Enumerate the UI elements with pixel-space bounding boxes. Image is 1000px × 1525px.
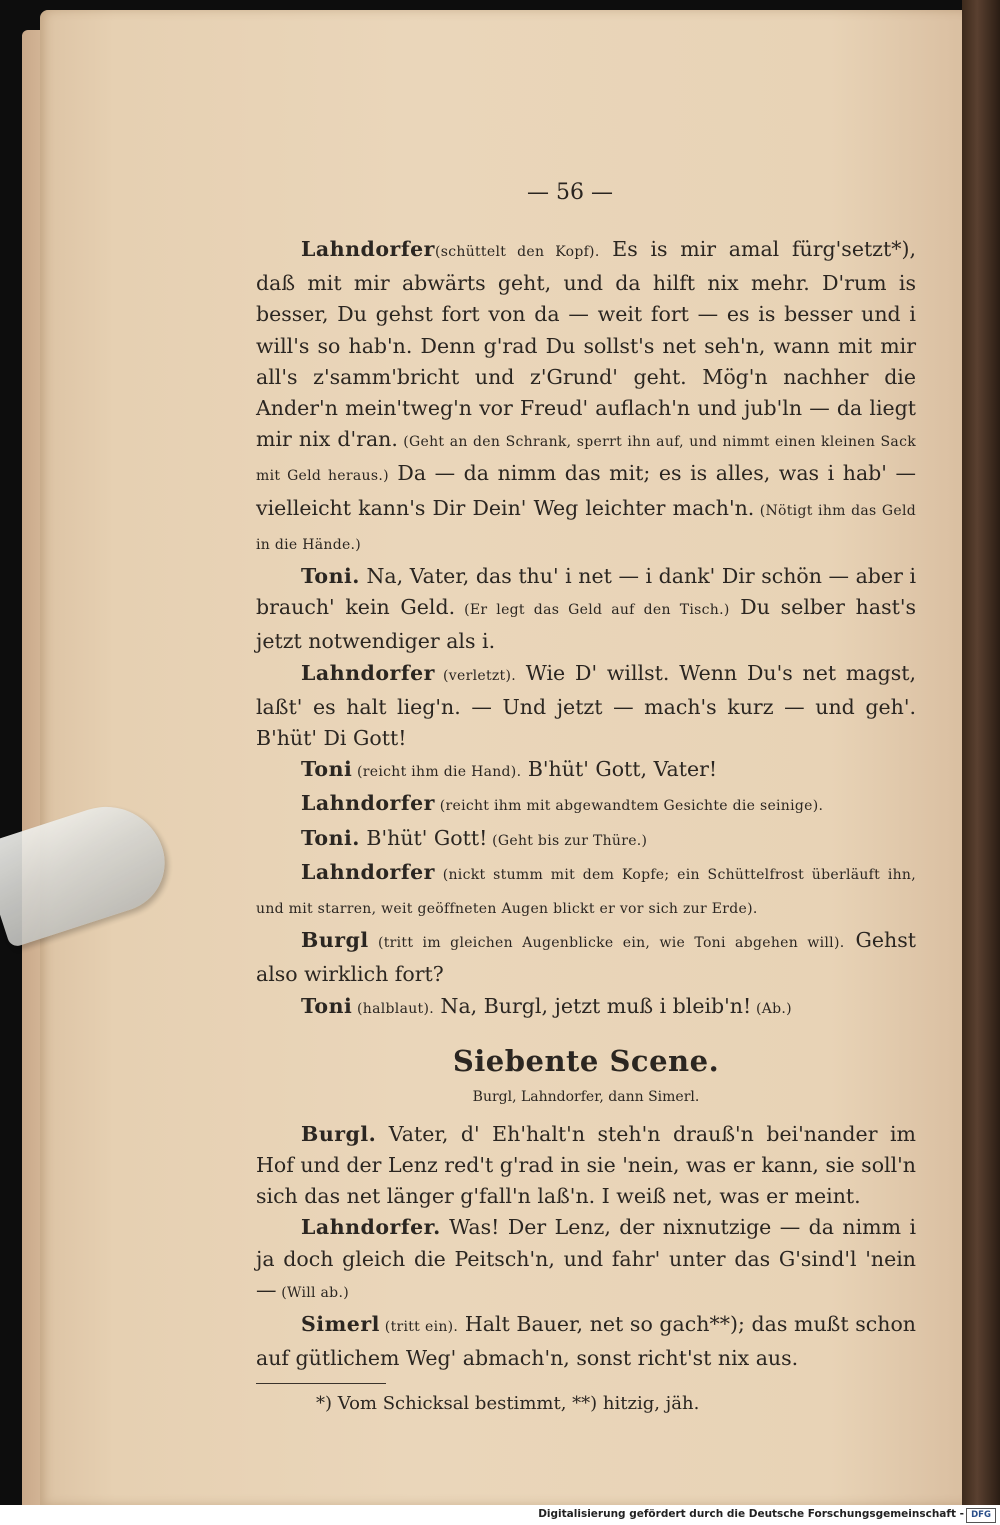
dialogue-text: Vater, d' Eh'halt'n steh'n drauß'n bei'nander im Hof und der Lenz red't g'rad in sie 'nein, was er kann, sie soll'n sich das net länger g'fall'n laß'n. I weiß net, was er meint. — [256, 1121, 916, 1209]
book-spine-edge — [962, 0, 1000, 1505]
speaker-name: Lahndorfer — [301, 237, 435, 261]
dfg-logo: DFG — [966, 1508, 996, 1523]
stage-direction: (schüttelt den Kopf). — [434, 244, 600, 260]
stage-direction: (Nötigt ihm das Geld in die Hände.) — [256, 502, 916, 553]
page-text — [256, 234, 916, 1418]
funding-credit: Digitalisierung gefördert durch die Deutsche Forschungsgemeinschaft - — [538, 1508, 964, 1520]
dialogue-paragraph — [256, 857, 916, 925]
stage-direction: (halblaut). — [352, 1000, 434, 1017]
footnote-divider — [256, 1383, 386, 1384]
speaker-name: Toni. — [301, 825, 360, 850]
stage-direction: (Geht an den Schrank, sperrt ihn auf, und nimmt einen kleinen Sack mit Geld heraus.) — [256, 434, 916, 485]
stage-direction: (Er legt das Geld auf den Tisch.) — [455, 602, 730, 619]
dialogue-paragraph — [256, 658, 916, 755]
dialogue-text: Na, Vater, das thu' i net — i dank' Dir schön — aber i brauch' kein Geld. — [256, 564, 916, 620]
dialogue-text: B'hüt' Gott! — [359, 825, 488, 850]
dialogue-text: B'hüt' Gott, Vater! — [521, 757, 718, 782]
speaker-name: Toni. — [301, 564, 360, 589]
dialogue-text: Da — da nimm das mit; es is alles, was i hab' — vielleicht kann's Dir Dein' Weg leichter mach'n. — [256, 461, 916, 520]
dialogue-text: Du selber hast's jetzt notwendiger als i. — [256, 595, 916, 654]
page-number: — 56 — — [527, 180, 613, 205]
dialogue-paragraph — [256, 1309, 916, 1374]
dialogue-paragraph — [256, 1212, 916, 1309]
dialogue-text: Halt Bauer, net so gach**); das mußt schon auf gütlichem Weg' abmach'n, sonst richt'st nix aus. — [256, 1312, 916, 1371]
stage-direction: (Will ab.) — [276, 1284, 349, 1301]
scene-heading: Siebente Scene. — [452, 1043, 720, 1078]
stage-direction: (Ab.) — [751, 1000, 792, 1017]
speaker-name: Lahndorfer — [301, 859, 435, 884]
dialogue-text: Was! Der Lenz, der nixnutzige — da nimm i ja doch gleich die Peitsch'n, und fahr' unter das G'sind'l 'nein — — [256, 1215, 916, 1302]
dialogue-text: Es is mir amal fürg'setzt*), daß mit mir abwärts geht, und da hilft nix mehr. D'rum is besser, Du gehst fort von da — weit fort — es is besser und i will's so hab'n. Denn g'rad Du sollst's net seh'n, wann mit mir all's z'samm'bricht und z'Grund' geht. Mög'n nachher die Ander'n mein'tweg'n vor Freud' auflach'n und jub'ln — da liegt mir nix d'ran. — [256, 237, 916, 452]
speaker-name: Burgl — [301, 928, 369, 953]
stage-direction: (Geht bis zur Thüre.) — [487, 832, 648, 849]
dialogue-paragraph — [256, 561, 916, 658]
scene-cast-list: Burgl, Lahndorfer, dann Simerl. — [472, 1088, 700, 1105]
speaker-name: Lahndorfer — [301, 660, 435, 685]
dialogue-paragraph — [256, 234, 916, 561]
stage-direction: (reicht ihm die Hand). — [352, 764, 522, 781]
dialogue-text: Wie D' willst. Wenn Du's net magst, laßt' es halt lieg'n. — Und jetzt — mach's kurz — und geh'. B'hüt' Di Gott! — [256, 660, 916, 751]
dialogue-paragraph — [256, 991, 916, 1025]
dialogue-paragraph — [256, 788, 916, 822]
stage-direction: (verletzt). — [434, 667, 516, 684]
speaker-name: Toni — [301, 993, 353, 1018]
dialogue-paragraph — [256, 925, 916, 990]
dialogue-paragraph — [256, 1119, 916, 1213]
speaker-name: Toni — [301, 757, 353, 782]
speaker-name: Burgl. — [301, 1121, 377, 1146]
stage-direction: (nickt stumm mit dem Kopfe; ein Schüttelfrost überläuft ihn, und mit starren, weit geöffneten Augen blickt er vor sich zur Erde). — [256, 866, 916, 918]
dialogue-text: Na, Burgl, jetzt muß i bleib'n! — [433, 993, 752, 1018]
dialogue-text: Gehst also wirklich fort? — [256, 928, 916, 987]
speaker-name: Lahndorfer — [301, 791, 435, 816]
speaker-name: Simerl — [301, 1312, 380, 1337]
stage-direction: (tritt ein). — [379, 1319, 459, 1336]
dialogue-paragraph — [256, 754, 916, 788]
stage-direction: (tritt im gleichen Augenblicke ein, wie Toni abgehen will). — [368, 935, 845, 952]
dialogue-paragraph — [256, 823, 916, 857]
speaker-name: Lahndorfer. — [301, 1215, 441, 1240]
footnote: *) Vom Schicksal bestimmt, **) hitzig, jäh. — [316, 1392, 700, 1414]
stage-direction: (reicht ihm mit abgewandtem Gesichte die seinige). — [434, 798, 824, 815]
